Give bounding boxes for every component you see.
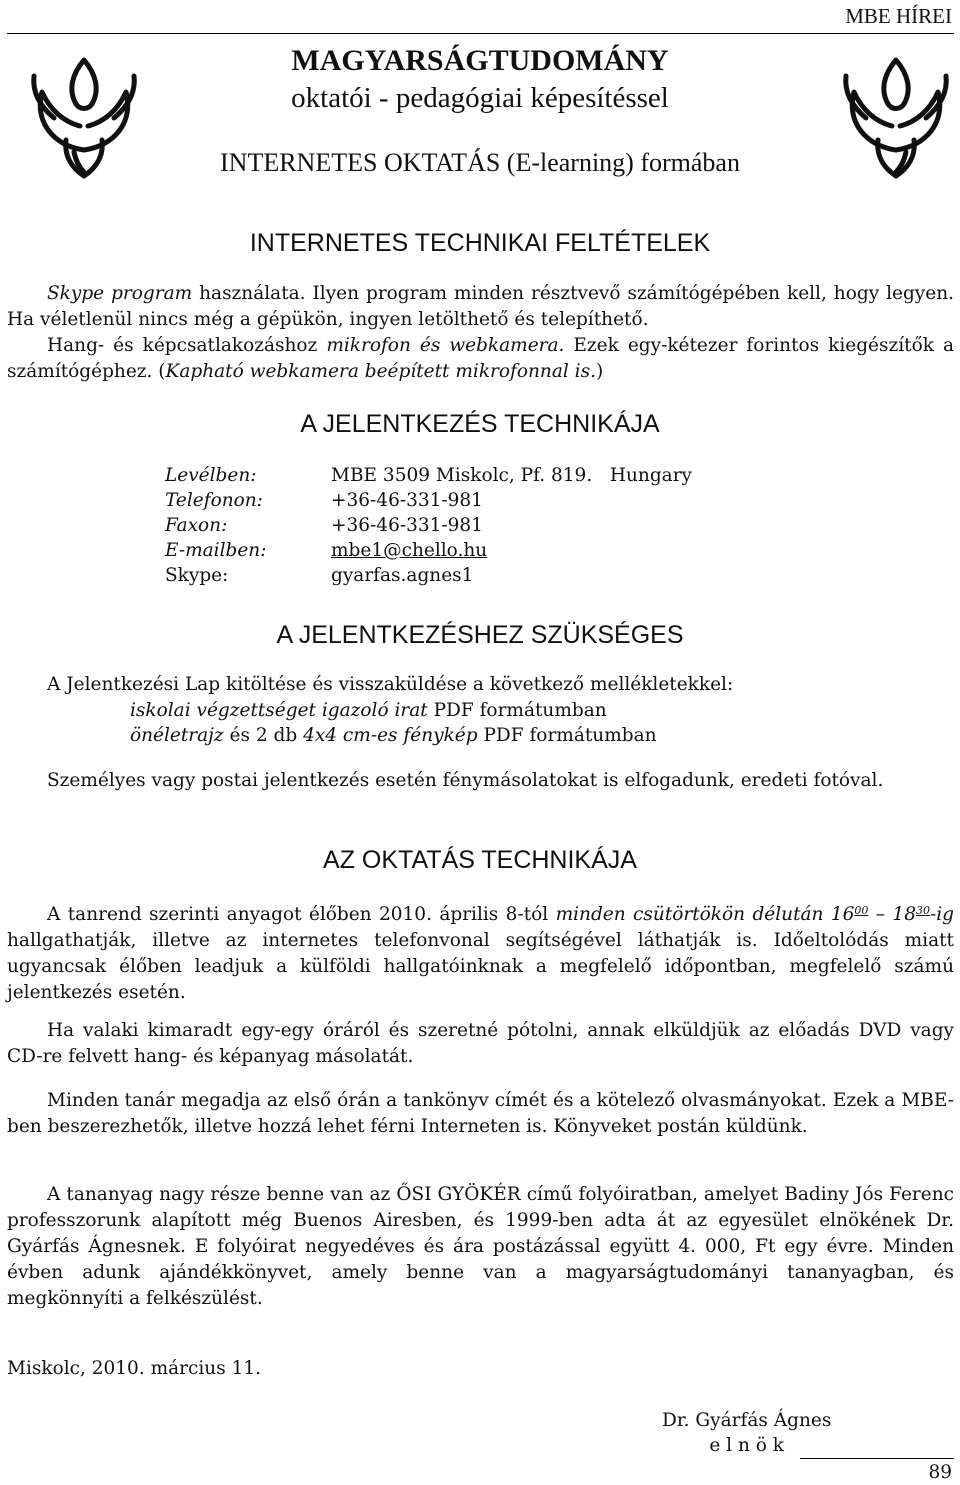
page-number: 89 [928,1462,952,1483]
section-heading-teaching: AZ OKTATÁS TECHNIKÁJA [323,846,637,874]
tech-paragraph-1: Skype program használata. Ilyen program minden résztvevő számítógépében kell, hogy legyen. Ha véletlenül nincs még a gépükön, ingyen letölthető és telepíthető. [7,283,955,330]
section-heading-tech: INTERNETES TECHNIKAI FELTÉTELEK [249,229,711,257]
format-title: INTERNETES OKTATÁS (E-learning) formában [220,148,740,177]
contact-row-mail: Levélben: MBE 3509 Miskolc, Pf. 819. Hungary [165,465,692,486]
section-heading-apply: A JELENTKEZÉS TECHNIKÁJA [300,410,660,438]
header-rule [7,33,954,34]
teaching-paragraph-1: A tanrend szerinti anyagot élőben 2010. április 8-tól minden csütörtökön délután $16^{00} - 18^{30}-ig$ hallgathatják, illetve az internetes telefonvonal segítségével láthatják is. Időeltolódás miatt ugyancsak élőben leadjuk a külföldi hallgatóinknak a megfelelő időpontban, megfelelő számú jelentkezés esetén. [7,904,954,1003]
tech-paragraph-2: Hang- és képcsatlakozáshoz mikrofon és webkamera. Ezek egy-kétezer forintos kiegészítők a számítógéphez. (Kapható webkamera beépített mikrofonnal is.) [7,335,954,382]
needed-item-1: iskolai végzettséget igazoló irat PDF formátumban [130,700,607,721]
contact-row-fax: Faxon: +36-46-331-981 [165,515,483,536]
personal-note: Személyes vagy postai jelentkezés esetén fénymásolatokat is elfogadunk, eredeti fotóval. [47,770,884,791]
contact-row-email: E-mailben: mbe1@chello.hu [165,540,488,561]
email-link[interactable]: mbe1@chello.hu [331,540,488,561]
footer-rule [800,1458,954,1459]
running-header: MBE HÍREI [845,4,952,28]
signature-block [662,1408,831,1458]
needed-item-2: önéletrajz és 2 db 4x4 cm-es fénykép PDF formátumban [130,725,657,746]
teaching-paragraph-3: Minden tanár megadja az első órán a tankönyv címét és a kötelező olvasmányokat. Ezek a MBE-ben beszerezhetők, illetve hozzá lehet férni Interneten is. Könyveket postán küldünk. [7,1090,954,1137]
signer-name: Dr. Gyárfás Ágnes [662,1410,832,1431]
teaching-paragraph-4: A tananyag nagy része benne van az ŐSI GYÖKÉR című folyóiratban, amelyet Badiny Jós Ferenc professzorunk alapított még Buenos Airesben, és 1999-ben adta át az egyesület elnökének Dr. Gyárfás Ágnesnek. E folyóirat negyedéves és ára postázással együtt 4. 000, Ft egy évre. Minden évben adunk ajándékkönyvet, amely benne van a magyarságtudományi tananyagban, és megkönnyíti a felkészülést. [7,1184,954,1309]
section-heading-needed: A JELENTKEZÉSHEZ SZÜKSÉGES [276,621,684,649]
skype-program-text: Skype program [47,283,193,304]
main-title: MAGYARSÁGTUDOMÁNY [291,44,669,77]
time-range: $16^{00} - 18^{30}-ig$ [830,904,954,925]
subtitle: oktatói - pedagógiai képesítéssel [291,82,669,114]
needed-intro: A Jelentkezési Lap kitöltése és visszaküldése a következő mellékletekkel: [47,674,734,695]
place-date: Miskolc, 2010. március 11. [7,1358,261,1379]
teaching-paragraph-2: Ha valaki kimaradt egy-egy óráról és szeretné pótolni, annak elküldjük az előadás DVD vagy CD-re felvett hang- és képanyag másolatát. [7,1020,954,1067]
signer-title: e l n ö k [709,1435,784,1456]
contact-row-phone: Telefonon: +36-46-331-981 [165,490,483,511]
contact-list [165,463,692,588]
contact-row-skype: Skype: gyarfas.agnes1 [165,565,474,586]
